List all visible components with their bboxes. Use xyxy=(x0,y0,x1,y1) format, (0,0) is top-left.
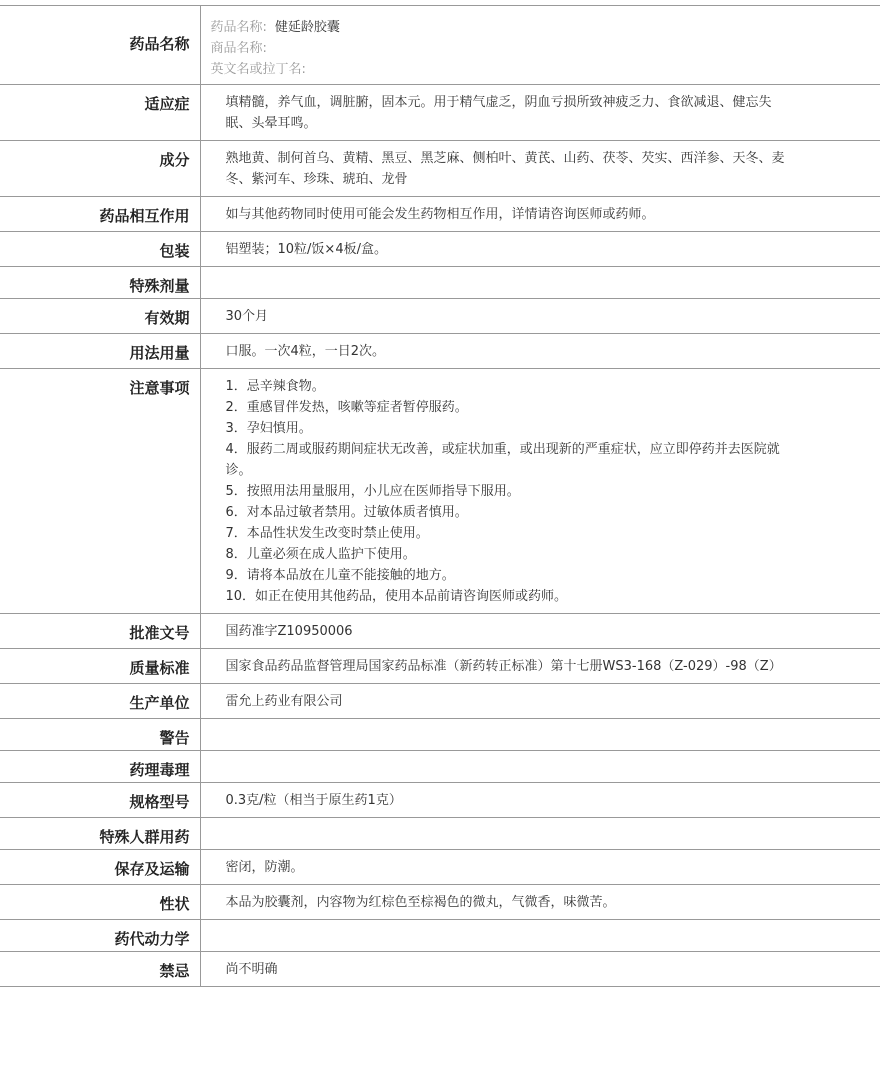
row-label: 特殊剂量 xyxy=(0,267,200,299)
row-value xyxy=(200,818,880,850)
row-value: 0.3克/粒（相当于原生药1克） xyxy=(225,793,402,808)
row-validity xyxy=(0,299,880,334)
precaution-item: 5．按照用法用量服用，小儿应在医师指导下服用。 xyxy=(225,484,520,499)
row-label: 规格型号 xyxy=(0,783,200,818)
row-label: 特殊人群用药 xyxy=(0,818,200,850)
precaution-item: 7．本品性状发生改变时禁止使用。 xyxy=(225,526,429,541)
drug-info-table xyxy=(0,5,880,987)
row-approval xyxy=(0,614,880,649)
row-value: 密闭，防潮。 xyxy=(225,860,304,875)
row-label: 生产单位 xyxy=(0,684,200,719)
row-special-groups xyxy=(0,818,880,850)
row-label: 保存及运输 xyxy=(0,850,200,885)
row-value: 口服。一次4粒，一日2次。 xyxy=(225,344,386,359)
row-label: 包装 xyxy=(0,232,200,267)
latin-name-label: 英文名或拉丁名: xyxy=(210,62,306,77)
row-value: 填精髓，养气血，调脏腑，固本元。用于精气虚乏，阴血亏损所致神疲乏力、食欲减退、健忘失眠、头晕耳鸣。 xyxy=(225,95,772,131)
row-label: 适应症 xyxy=(0,85,200,141)
row-special-dose xyxy=(0,267,880,299)
row-label: 药品名称 xyxy=(0,6,200,85)
row-value xyxy=(200,920,880,952)
row-value xyxy=(200,6,880,85)
row-label: 有效期 xyxy=(0,299,200,334)
row-appearance xyxy=(0,885,880,920)
row-value: 如与其他药物同时使用可能会发生药物相互作用，详情请咨询医师或药师。 xyxy=(225,207,655,222)
row-label: 成分 xyxy=(0,141,200,197)
row-precautions xyxy=(0,369,880,614)
precaution-item: 3．孕妇慎用。 xyxy=(225,421,312,436)
row-value xyxy=(200,719,880,751)
row-spec xyxy=(0,783,880,818)
row-label: 用法用量 xyxy=(0,334,200,369)
row-indications xyxy=(0,85,880,141)
row-value xyxy=(200,369,880,614)
row-value: 铝塑装；10粒/饭×4板/盒。 xyxy=(225,242,387,257)
row-value xyxy=(200,751,880,783)
precaution-item: 1．忌辛辣食物。 xyxy=(225,379,325,394)
row-storage xyxy=(0,850,880,885)
row-value xyxy=(200,267,880,299)
row-package xyxy=(0,232,880,267)
row-value: 雷允上药业有限公司 xyxy=(225,694,343,709)
row-manufacturer xyxy=(0,684,880,719)
precaution-item: 10．如正在使用其他药品，使用本品前请咨询医师或药师。 xyxy=(225,589,568,604)
trade-name-label: 商品名称: xyxy=(210,41,267,56)
row-label: 禁忌 xyxy=(0,952,200,987)
row-toxicology xyxy=(0,751,880,783)
row-label: 注意事项 xyxy=(0,369,200,614)
row-label: 质量标准 xyxy=(0,649,200,684)
drug-info-sheet xyxy=(0,5,880,987)
row-value: 本品为胶囊剂，内容物为红棕色至棕褐色的微丸，气微香，味微苦。 xyxy=(225,895,616,910)
row-label: 药代动力学 xyxy=(0,920,200,952)
precaution-item: 9．请将本品放在儿童不能接触的地方。 xyxy=(225,568,455,583)
row-ingredients xyxy=(0,141,880,197)
row-drug-name xyxy=(0,6,880,85)
drug-name-value: 健延龄胶囊 xyxy=(274,20,340,35)
precaution-item: 6．对本品过敏者禁用。过敏体质者慎用。 xyxy=(225,505,468,520)
row-usage xyxy=(0,334,880,369)
row-contraindications xyxy=(0,952,880,987)
row-interactions xyxy=(0,197,880,232)
row-value: 尚不明确 xyxy=(225,962,278,977)
precaution-item: 2．重感冒伴发热，咳嗽等症者暂停服药。 xyxy=(225,400,468,415)
row-value: 国家食品药品监督管理局国家药品标准（新药转正标准）第十七册WS3-168（Z-029）-98（Z） xyxy=(225,659,782,674)
precaution-item: 8．儿童必须在成人监护下使用。 xyxy=(225,547,416,562)
row-pharmacokinetics xyxy=(0,920,880,952)
drug-name-label: 药品名称: xyxy=(210,20,267,35)
row-standard xyxy=(0,649,880,684)
row-label: 批准文号 xyxy=(0,614,200,649)
row-value: 国药准字Z10950006 xyxy=(225,624,353,639)
row-label: 药品相互作用 xyxy=(0,197,200,232)
row-warning xyxy=(0,719,880,751)
row-label: 性状 xyxy=(0,885,200,920)
row-value: 30个月 xyxy=(225,309,269,324)
row-label: 警告 xyxy=(0,719,200,751)
row-value: 熟地黄、制何首乌、黄精、黑豆、黑芝麻、侧柏叶、黄芪、山药、茯苓、芡实、西洋参、天冬、麦冬、紫河车、珍珠、琥珀、龙骨 xyxy=(225,151,785,187)
drug-name-line xyxy=(211,17,791,38)
row-label: 药理毒理 xyxy=(0,751,200,783)
precaution-item: 4．服药二周或服药期间症状无改善，或症状加重，或出现新的严重症状，应立即停药并去医院就诊。 xyxy=(225,442,780,478)
